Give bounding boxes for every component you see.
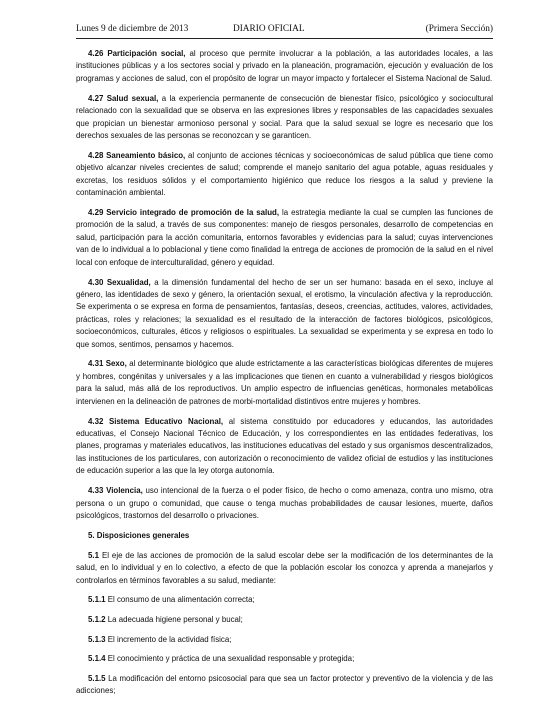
provision-item: [76, 673, 493, 698]
definition-number: 4.33: [88, 486, 104, 496]
definition-4-30: [76, 277, 493, 351]
section-heading: 5. Disposiciones generales: [88, 530, 190, 540]
definition-number: 4.28: [88, 150, 104, 160]
definition-number: 4.31: [88, 359, 104, 369]
provision-item: [76, 594, 493, 606]
definition-number: 4.32: [88, 416, 104, 426]
provision-item: [76, 653, 493, 665]
provision-item-number: 5.1.3: [88, 634, 106, 644]
definition-4-29: [76, 207, 493, 269]
definition-4-33: [76, 485, 493, 522]
provision-number: 5.1: [88, 550, 99, 560]
definition-text: al conjunto de acciones técnicas y socioeconómicas de salud pública que tiene como objetivo alcanzar niveles crecientes de salud; comprende el manejo sanitario del agua potable, aguas residuales y excretas, los residuos sólidos y el comportamiento higiénico que reduce los riesgos a la salud y previene la contaminación ambiental.: [76, 150, 493, 198]
definition-text: la estrategia mediante la cual se cumplen las funciones de promoción de la salud, a través de sus componentes: manejo de riesgos personales, desarrollo de competencias en salud, participación para la acción comunitaria, entornos favorables y evidencias para la salud; cuyas intervenciones van de lo individual a lo poblacional y tiene como finalidad la entrega de acciones de promoción de la salud en el nivel local con enfoque de interculturalidad, género y equidad.: [76, 207, 494, 267]
provision-item-text: La adecuada higiene personal y bucal;: [105, 615, 243, 625]
definition-term: Servicio integrado de promoción de la salud,: [106, 207, 280, 217]
definition-text: uso intencional de la fuerza o el poder físico, de hecho o como amenaza, contra uno mismo, otra persona o un grupo o comunidad, que cause o tenga muchas probabilidades de causar lesiones, muerte, daños psicológicos, trastornos del desarrollo o privaciones.: [76, 486, 493, 520]
definition-4-31: [76, 358, 493, 408]
definition-number: 4.26: [88, 49, 104, 58]
definition-term: Sexualidad,: [106, 277, 151, 287]
header-rule: [76, 38, 493, 39]
definition-term: Sistema Educativo Nacional,: [108, 416, 224, 426]
provision-item: [76, 614, 493, 626]
header-publication: DIARIO OFICIAL: [233, 24, 305, 34]
provision-item-text: El conocimiento y práctica de una sexualidad responsable y protegida;: [105, 654, 355, 664]
provision-5-1: [76, 550, 493, 587]
definition-4-27: [76, 93, 493, 143]
definition-4-28: [76, 150, 493, 200]
header-section: (Primera Sección): [425, 24, 493, 34]
provision-item-text: El incremento de la actividad física;: [105, 634, 232, 644]
definition-number: 4.27: [88, 93, 104, 103]
provision-item-text: La modificación del entorno psicosocial para que sea un factor protector y preventivo de la violencia y de las adicciones;: [76, 673, 493, 696]
provision-item-text: El consumo de una alimentación correcta;: [105, 595, 255, 605]
provision-item-number: 5.1.2: [88, 615, 106, 625]
definition-4-32: [76, 416, 493, 478]
provision-item-number: 5.1.5: [88, 673, 106, 683]
definition-text: a la experiencia permanente de consecución de bienestar físico, psicológico y sociocultural relacionado con la sexualidad que se observa en las expresiones libres y responsables de las capacidades sexuales que propician un bienestar armonioso personal y social. Para que la salud sexual se logre es necesario que los derechos sexuales de las personas se reconozcan y se garanticen.: [76, 93, 493, 140]
definition-term: Sexo,: [105, 359, 127, 369]
provision-item-number: 5.1.1: [88, 595, 106, 605]
provision-item-number: 5.1.4: [88, 654, 106, 664]
page-header: [76, 24, 493, 37]
definition-text: al determinante biológico que alude estrictamente a las características biológicas diferentes de mujeres y hombres, congénitas y universales y a las implicaciones que tienen en cuanto a vulnerabilidad y riesgos biológicos para la salud, más allá de los reproductivos. Un amplio espectro de influencias genéticas, hormonales metabólicas intervienen en la delineación de patrones de morbi-mortalidad distintivos entre mujeres y hombres.: [76, 359, 493, 406]
definition-term: Saneamiento básico,: [106, 150, 186, 160]
definition-number: 4.29: [88, 207, 104, 217]
provision-text: El eje de las acciones de promoción de la salud escolar debe ser la modificación de los determinantes de la salud, en lo individual y en lo colectivo, a efecto de que la población escolar los conozca y aprenda a manejarlos y controlarlos en términos favorables a su salud, mediante:: [76, 550, 493, 585]
definition-term: Violencia,: [106, 486, 143, 496]
definition-term: Participación social,: [107, 49, 186, 58]
definition-term: Salud sexual,: [106, 93, 159, 103]
definition-4-26: [76, 48, 493, 85]
definition-text: a la dimensión fundamental del hecho de ser un ser humano: basada en el sexo, incluye al género, las identidades de sexo y género, la orientación sexual, el erotismo, la vinculación afectiva y la reproducción. Se experimenta o se expresa en forma de pensamientos, fantasías, deseos, creencias, actitudes, valores, actividades, prácticas, roles y relaciones; la sexualidad es el resultado de la interacción de factores biológicos, psicológicos, socioeconómicos, culturales, éticos y religiosos o espirituales. La sexualidad se experimenta y se expresa en todo lo que somos, sentimos, pensamos y hacemos.: [76, 277, 493, 349]
provision-item: [76, 634, 493, 646]
definition-text: al sistema constituido por educadores y educandos, las autoridades educativas, el Consejo Nacional Técnico de Educación, y los correspondientes en las entidades federativas, los planes, programas y materiales educativos, las instituciones educativas del estado y sus organismos descentralizados, las instituciones de los particulares, con autorización o reconocimiento de validez oficial de estudios y las instituciones de educación superior a las que la ley otorga autonomía.: [76, 416, 493, 476]
definition-number: 4.30: [88, 277, 104, 287]
header-date: Lunes 9 de diciembre de 2013: [76, 24, 189, 34]
definition-text: al proceso que permite involucrar a la población, a las autoridades locales, a las instituciones públicas y a los sectores social y privado en la planeación, programación, ejecución y evaluación de los programas y acciones de salud, con el propósito de lograr un mayor impacto y fortalecer el Sistema Nacional de Salud.: [76, 49, 493, 83]
